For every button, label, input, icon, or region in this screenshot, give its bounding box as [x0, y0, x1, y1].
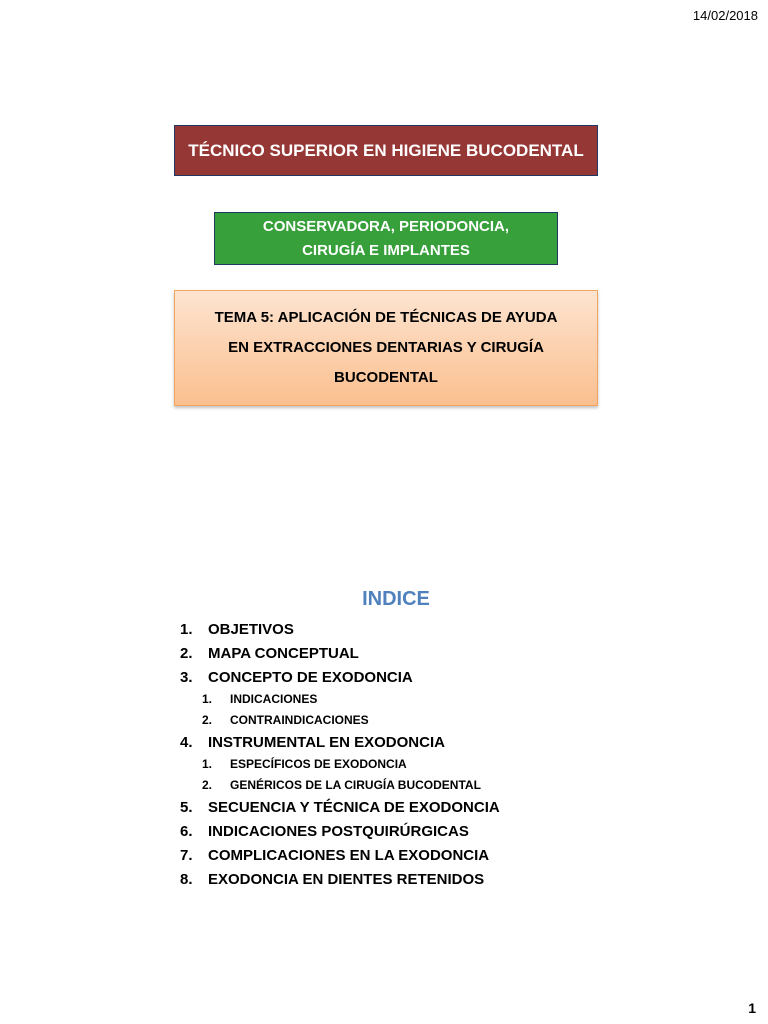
toc-label: MAPA CONCEPTUAL: [208, 644, 359, 662]
toc-number: 8.: [180, 870, 193, 888]
toc-sub-number: 2.: [202, 777, 213, 792]
toc-item: [180, 617, 660, 641]
subject-line-2: CIRUGÍA E IMPLANTES: [302, 241, 470, 259]
toc-label: EXODONCIA EN DIENTES RETENIDOS: [208, 870, 485, 888]
subject-box: [214, 212, 558, 265]
toc-number: 7.: [180, 846, 193, 864]
toc-number: 5.: [180, 798, 193, 816]
toc-sub-label: GENÉRICOS DE LA CIRUGÍA BUCODENTAL: [230, 777, 481, 792]
toc-label: COMPLICACIONES EN LA EXODONCIA: [208, 846, 490, 864]
toc-item: [180, 795, 660, 819]
toc-sub-label: CONTRAINDICACIONES: [230, 712, 369, 727]
toc-item: [180, 867, 660, 891]
course-title-box: [174, 125, 598, 176]
toc-item: [180, 665, 660, 689]
toc-item: [180, 641, 660, 665]
toc-sub-label: ESPECÍFICOS DE EXODONCIA: [230, 757, 407, 772]
toc-subitem: [180, 754, 660, 775]
slide-date: 14/02/2018: [692, 8, 758, 23]
indice-title: INDICE: [362, 588, 430, 610]
page-number: 1: [748, 1000, 756, 1016]
toc-number: 2.: [180, 644, 193, 662]
toc-number: 6.: [180, 822, 193, 840]
toc-sub-number: 1.: [202, 757, 213, 772]
toc-sub-label: INDICACIONES: [230, 692, 318, 707]
toc-number: 1.: [180, 620, 193, 638]
toc-sub-number: 1.: [202, 692, 213, 707]
tema-line-2: EN EXTRACCIONES DENTARIAS Y CIRUGÍA: [228, 339, 544, 356]
toc-label: CONCEPTO DE EXODONCIA: [208, 668, 413, 686]
toc-item: [180, 730, 660, 754]
toc-sub-number: 2.: [202, 712, 213, 727]
tema-box: [174, 290, 598, 406]
table-of-contents: [180, 617, 660, 891]
toc-label: INSTRUMENTAL EN EXODONCIA: [208, 733, 445, 751]
toc-label: OBJETIVOS: [208, 620, 294, 638]
toc-subitem: [180, 710, 660, 731]
tema-line-3: BUCODENTAL: [334, 369, 438, 386]
toc-subitem: [180, 689, 660, 710]
toc-item: [180, 819, 660, 843]
tema-line-1: TEMA 5: APLICACIÓN DE TÉCNICAS DE AYUDA: [214, 309, 558, 326]
toc-item: [180, 843, 660, 867]
toc-subitem: [180, 775, 660, 796]
toc-label: SECUENCIA Y TÉCNICA DE EXODONCIA: [208, 798, 500, 816]
subject-line-1: CONSERVADORA, PERIODONCIA,: [262, 217, 510, 235]
toc-number: 4.: [180, 733, 193, 751]
course-title: TÉCNICO SUPERIOR EN HIGIENE BUCODENTAL: [188, 140, 584, 160]
toc-label: INDICACIONES POSTQUIRÚRGICAS: [208, 822, 469, 840]
toc-number: 3.: [180, 668, 193, 686]
